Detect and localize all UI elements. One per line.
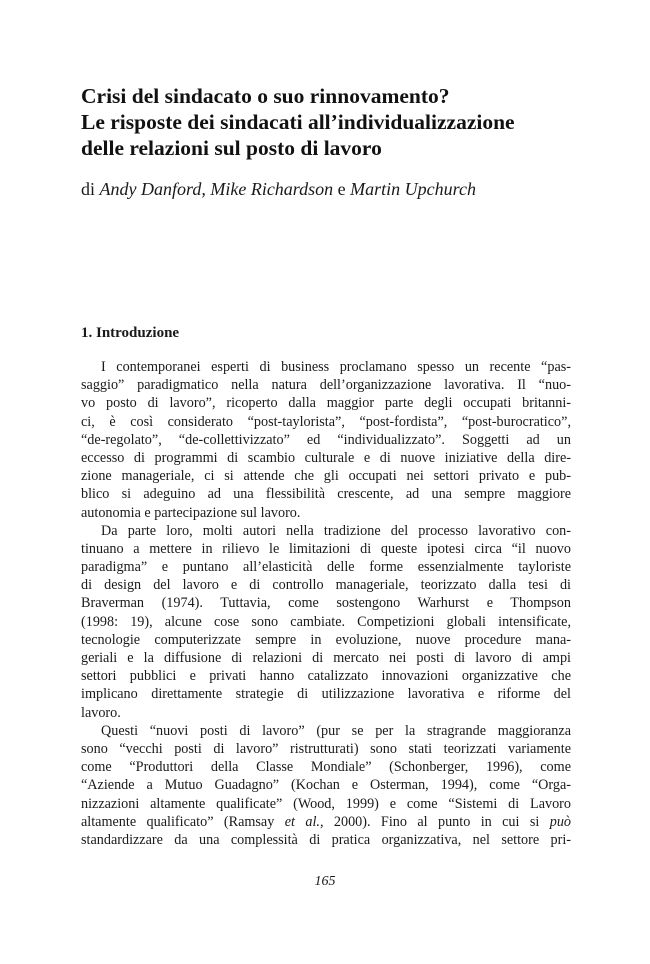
text-line: lavoro. [81, 704, 121, 721]
text-line: di design del lavoro e di controllo manageriale, teorizzato dalla tesi di [81, 577, 571, 594]
text-line: I contemporanei esperti di business proclamano spesso un recente “pas- [101, 359, 571, 375]
text-line: vo posto di lavoro”, ricoperto dalla maggior parte degli occupati britanni- [81, 395, 571, 412]
text-line [81, 813, 571, 831]
text-line: Braverman (1974). Tuttavia, come sostengono Warhurst e Thompson [81, 595, 571, 612]
text-line: zione manageriale, ci si attende che gli occupati nei settori privato e pub- [81, 468, 571, 485]
text-line: paradigma” e puntano all’elasticità delle forme essenzialmente tayloriste [81, 559, 571, 576]
byline-connector: e [333, 179, 351, 199]
author-name: Martin Upchurch [350, 179, 476, 199]
title-line: Le risposte dei sindacati all’individualizzazione [81, 110, 515, 134]
text-line: nizzazioni altamente qualificate” (Wood, 1999) e come “Sistemi di Lavoro [81, 795, 571, 812]
byline-prefix: di [81, 179, 100, 199]
text-line: eccesso di programmi di scambio culturale e di nuove iniziative della dire- [81, 449, 571, 466]
text-line: “de-regolato”, “de-collettivizzato” ed “individualizzato”. Soggetti ad un [81, 431, 571, 448]
text-line: blico si adeguino ad una flessibilità crescente, ad una sempre maggiore [81, 486, 571, 503]
author-name: Mike Richardson [210, 179, 334, 199]
text-line: (1998: 19), alcune cose sono cambiate. Competizioni globali intensificate, [81, 613, 571, 630]
title-line: Crisi del sindacato o suo rinnovamento? [81, 84, 450, 108]
author-name: Andy Danford, [99, 179, 206, 199]
article-title [81, 83, 581, 161]
page-number: 165 [314, 874, 336, 889]
text-line: autonomia e partecipazione sul lavoro. [81, 504, 301, 521]
section-heading: 1. Introduzione [81, 325, 180, 341]
text-line: sono “vecchi posti di lavoro” ristrutturati) sono stati teorizzati variamente [81, 740, 571, 757]
text-line: “Aziende a Mutuo Guadagno” (Kochan e Osterman, 1994), come “Orga- [81, 777, 571, 794]
text-run-italic: et al. [284, 813, 320, 830]
text-line: Questi “nuovi posti di lavoro” (pur se per la stragrande maggioranza [101, 722, 571, 739]
text-line: settori pubblici e privati hanno catalizzato innovazioni organizzative che [81, 668, 571, 685]
byline [81, 178, 581, 200]
text-line: come “Produttori della Classe Mondiale” (Schonberger, 1996), come [81, 759, 571, 776]
text-line: ci, è così considerato “post-taylorista”, “post-fordista”, “post-burocratico”, [81, 413, 571, 430]
body-text [81, 358, 571, 849]
text-line: tinuano a mettere in rilievo le limitazioni di queste ipotesi circa “il nuovo [81, 540, 571, 557]
text-line: implicano direttamente strategie di utilizzazione lavorativa e riforme del [81, 686, 571, 703]
text-run: altamente qualificato” (Ramsay [81, 813, 285, 830]
text-line: Da parte loro, molti autori nella tradizione del processo lavorativo con- [101, 522, 571, 539]
title-line: delle relazioni sul posto di lavoro [81, 136, 382, 160]
text-run: , 2000). Fino al punto in cui si [319, 813, 550, 830]
text-line: standardizzare da una complessità di pratica organizzativa, nel settore pri- [81, 831, 571, 848]
text-line: tecnologie computerizzate sempre in evoluzione, nuove procedure mana- [81, 631, 571, 648]
text-line: geriali e la diffusione di relazioni di mercato nei posti di lavoro di ampi [81, 650, 571, 666]
text-run-italic: può [549, 813, 571, 830]
text-line: saggio” paradigmatico nella natura dell’organizzazione lavorativa. Il “nuo- [81, 377, 571, 394]
